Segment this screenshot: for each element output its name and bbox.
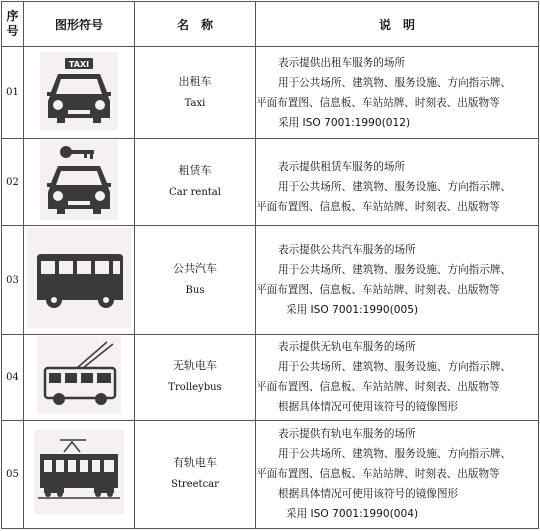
name-en: Taxi <box>184 97 206 109</box>
description-line: 平面布置图、信息板、车站站牌、时刻表、出版物等 <box>256 96 500 109</box>
name-cn: 有轨电车 <box>173 456 217 470</box>
description-cell <box>256 334 539 420</box>
taxi-icon <box>40 52 118 130</box>
description-line: 用于公共场所、建筑物、服务设施、方向指示牌、 <box>278 181 512 194</box>
description-line: 平面布置图、信息板、车站站牌、时刻表、出版物等 <box>256 381 500 394</box>
name-cn: 出租车 <box>178 74 212 88</box>
symbol-cell <box>24 139 135 226</box>
table-row <box>2 47 539 139</box>
table-row <box>2 139 539 226</box>
row-index: 05 <box>2 420 24 528</box>
description-line: 采用 ISO 7001:1990(004) <box>286 508 419 521</box>
streetcar-icon <box>34 430 124 514</box>
table-row <box>2 420 539 528</box>
name-cell <box>135 139 256 226</box>
description-cell <box>256 139 539 226</box>
header-row <box>2 2 539 47</box>
name-cn: 无轨电车 <box>173 359 217 373</box>
description-line: 用于公共场所、建筑物、服务设施、方向指示牌、 <box>278 448 512 461</box>
name-cn: 租赁车 <box>178 164 212 178</box>
name-cell <box>135 226 256 334</box>
description-line: 采用 ISO 7001:1990(005) <box>286 304 419 316</box>
trolleybus-icon <box>37 336 121 414</box>
description-line: 用于公共场所、建筑物、服务设施、方向指示牌、 <box>278 264 512 276</box>
table-row <box>2 226 539 334</box>
symbol-cell <box>24 420 135 528</box>
car-rental-icon <box>40 140 118 220</box>
symbol-cell <box>24 226 135 334</box>
description-line: 平面布置图、信息板、车站站牌、时刻表、出版物等 <box>256 201 500 214</box>
description-line <box>256 147 538 157</box>
table-row <box>2 334 539 420</box>
row-index: 04 <box>2 334 24 420</box>
description-line: 表示提供出租车服务的场所 <box>278 56 406 69</box>
header-symbol: 图形符号 <box>24 2 135 47</box>
name-cn: 公共汽车 <box>173 262 217 275</box>
row-index: 02 <box>2 139 24 226</box>
name-cell <box>135 420 256 528</box>
header-name: 名 称 <box>135 2 256 47</box>
description-line: 根据具体情况可使用该符号的镜像图形 <box>278 401 459 414</box>
description-line: 平面布置图、信息板、车站站牌、时刻表、出版物等 <box>256 468 500 481</box>
name-en: Trolleybus <box>168 382 222 394</box>
description-cell <box>256 226 539 334</box>
name-en: Car rental <box>169 187 221 199</box>
header-description: 说 明 <box>256 2 539 47</box>
name-cell <box>135 47 256 139</box>
description-line: 表示提供无轨电车服务的场所 <box>278 341 416 354</box>
name-en: Bus <box>185 285 205 296</box>
description-line: 用于公共场所、建筑物、服务设施、方向指示牌、 <box>278 76 512 89</box>
name-cell <box>135 334 256 420</box>
description-line: 采用 ISO 7001:1990(012) <box>278 116 411 129</box>
description-line: 表示提供公共汽车服务的场所 <box>278 244 416 256</box>
bus-icon <box>27 228 131 328</box>
symbol-cell <box>24 334 135 420</box>
symbol-table <box>1 1 539 529</box>
name-en: Streetcar <box>171 479 219 491</box>
description-cell <box>256 47 539 139</box>
description-line: 根据具体情况可使用该符号的镜像图形 <box>278 488 459 501</box>
symbol-cell <box>24 47 135 139</box>
taxi-sign-text: TAXI <box>68 59 90 69</box>
row-index: 03 <box>2 226 24 334</box>
header-index: 序号 <box>2 2 24 47</box>
description-line: 表示提供租赁车服务的场所 <box>278 161 406 174</box>
description-cell <box>256 420 539 528</box>
description-line: 平面布置图、信息板、车站站牌、时刻表、出版物等 <box>256 284 500 296</box>
row-index: 01 <box>2 47 24 139</box>
description-line: 表示提供有轨电车服务的场所 <box>278 428 416 441</box>
description-line: 用于公共场所、建筑物、服务设施、方向指示牌、 <box>278 361 512 374</box>
